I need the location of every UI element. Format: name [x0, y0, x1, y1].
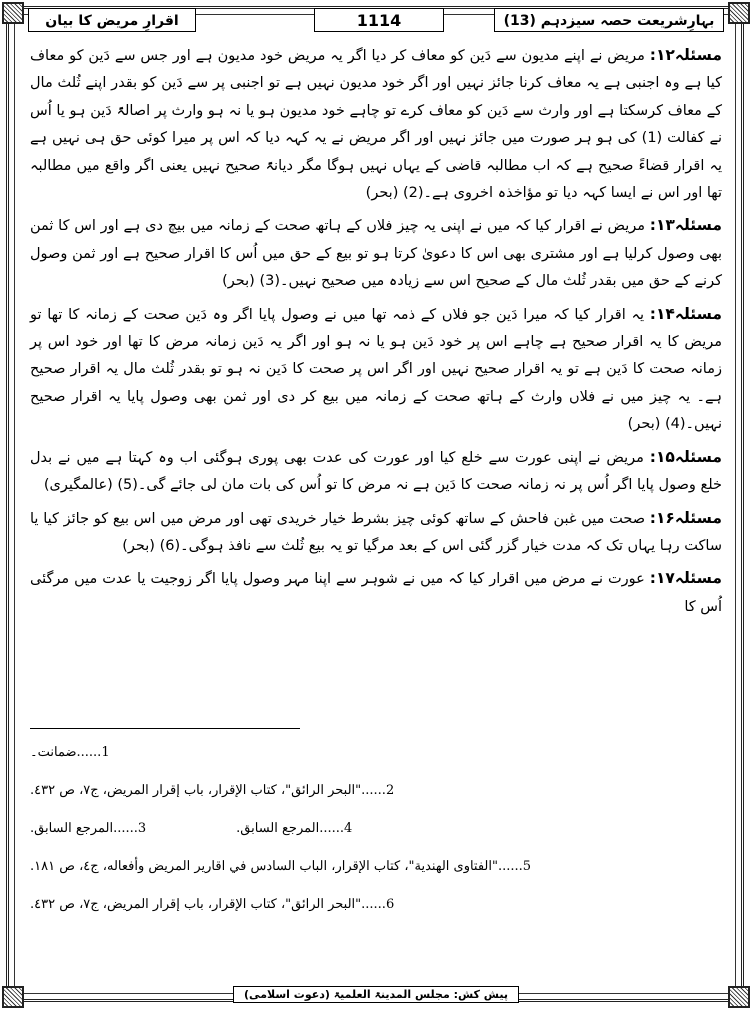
masala-label: مسئلہ۱۵:	[649, 447, 722, 466]
masala-text: عورت نے مرض میں اقرار کیا کہ میں نے شوہر سے اپنا مہر وصول پایا اگر زوجیت یا عدت میں مرگئی اُس کا	[30, 571, 722, 615]
masala-14	[30, 301, 722, 439]
footnote-3-4	[30, 816, 722, 854]
footnote-5: 5......"الفتاوى الهندية"، كتاب الإقرار، الباب السادس في اقارير المريض وأفعاله، ج٤، ص ١٨١.	[30, 859, 532, 874]
masala-label: مسئلہ۱۳:	[649, 216, 722, 235]
masala-text: مریض نے اقرار کیا کہ میں نے اپنی یہ چیز فلاں کے ہاتھ صحت کے زمانہ میں بیچ دی ہے اور اس کا ثمن بھی وصول کرلیا ہے اور مشتری بھی اس کا دعویٰ کرتا ہو تو بیع کے حق میں اُس کا اقرار صحیح ہے اور ثمن وصول کرنے کے حق میں بقدر ثُلث مال کے صحیح اس سے زیادہ میں صحیح نہیں۔(3) (بحر)	[30, 218, 722, 290]
masala-12	[30, 42, 722, 207]
masala-label: مسئلہ۱۴:	[649, 304, 722, 323]
footnotes	[30, 740, 722, 930]
book-title: بہارِشریعت حصہ سیزدہم (13)	[494, 8, 724, 32]
chapter-title: اقرارِ مریض کا بیان	[28, 8, 196, 32]
footnote-3: 3......المرجع السابق.	[30, 821, 147, 836]
masala-text: صحت میں غبن فاحش کے ساتھ کوئی چیز بشرط خیار خریدی تھی اور مرض میں اس بیع کو جائز کیا یا ساکت رہا یہاں تک کہ مدت خیار گزر گئی اس کے بعد مرگیا تو یہ بیع ثُلث سے نافذ ہوگی۔(6) (بحر)	[30, 510, 722, 554]
masala-label: مسئلہ۱۶:	[649, 508, 722, 527]
footnote-separator	[30, 728, 300, 729]
page-footer	[0, 988, 752, 1001]
masala-label: مسئلہ۱۷:	[649, 569, 722, 588]
footnote-4: 4......المرجع السابق.	[236, 821, 353, 836]
page-number: 1114	[314, 8, 444, 32]
publisher-credit: پیش کش: مجلس المدینۃ العلمیۃ (دعوت اسلامی)	[233, 986, 519, 1003]
footnote-2: 2......"البحر الرائق"، كتاب الإقرار، باب إقرار المريض، ج٧، ص ٤٣٢.	[30, 783, 395, 798]
main-text	[30, 42, 722, 626]
masala-16	[30, 505, 722, 561]
masala-text: مریض نے اپنی عورت سے خلع کیا اور عورت کی عدت بھی پوری ہوگئی اب وہ کہتا ہے میں نے بدل خلع وصول پایا اگر اُس پر نہ زمانہ صحت کا دَین ہے نہ مرض کا تو اُس کی بات مان لی جائے گی۔(5) (عالمگیری)	[30, 449, 722, 494]
masala-15	[30, 444, 722, 500]
footnote-6: 6......"البحر الرائق"، كتاب الإقرار، باب إقرار المريض، ج٧، ص ٤٣٢.	[30, 897, 395, 912]
page-header	[20, 8, 732, 34]
masala-17	[30, 565, 722, 621]
footnote-1: 1......ضمانت۔	[30, 745, 110, 760]
masala-label: مسئلہ۱۲:	[649, 46, 722, 64]
masala-text: یہ اقرار کیا کہ میرا دَین جو فلاں کے ذمہ تھا میں نے وصول پایا اگر وہ دَین صحت کے زمانہ کا تھا تو مریض کا یہ اقرار صحیح ہے چاہے اس پر خود دَین ہو یا نہ ہو اور اگر یہ دَین زمانہ مرض کا تھا اور خود اس پر زمانہ صحت کا دَین ہے تو یہ اقرار صحیح نہیں اور اگر اس پر صحت کا دَین نہ ہو تو بقدر ثُلث مال یہ اقرار صحیح ہے۔ یہ چیز میں نے فلاں وارث کے ہاتھ صحت کے زمانہ میں بیع کر دی اور ثمن بھی وصول پایا یہ اقرار صحیح نہیں۔(4) (بحر)	[30, 306, 722, 433]
masala-13	[30, 212, 722, 295]
masala-text: مریض نے اپنے مدیون سے دَین کو معاف کر دیا اگر یہ مریض خود مدیون ہے اور جس سے دَین کو معاف کیا ہے وہ اجنبی ہے یہ معاف کرنا جائز نہیں اور اگر خود مدیون نہیں ہے تو اجنبی پر سے دَین کو بقدر اپنے ثُلث مال کے معاف کرسکتا ہے اور وارث سے دَین کو معاف کرے تو چاہے خود مدیون ہو یا نہ ہو وارث پر اصالۃً دَین ہو یا اُس نے کفالت (1) کی ہو ہر صورت میں جائز نہیں اور اگر مریض نے یہ کہہ دیا کہ اس پر میرا کوئی حق ہی نہیں ہے یہ اقرار قضاءً صحیح ہے کہ اب مطالبہ قاضی کے یہاں نہیں ہوگا مگر دیانۃً صحیح نہیں یعنی اگر واقع میں مطالبہ تھا اور اس نے ایسا کہہ دیا تو مؤاخذہ اخروی ہے۔(2) (بحر)	[30, 48, 722, 202]
